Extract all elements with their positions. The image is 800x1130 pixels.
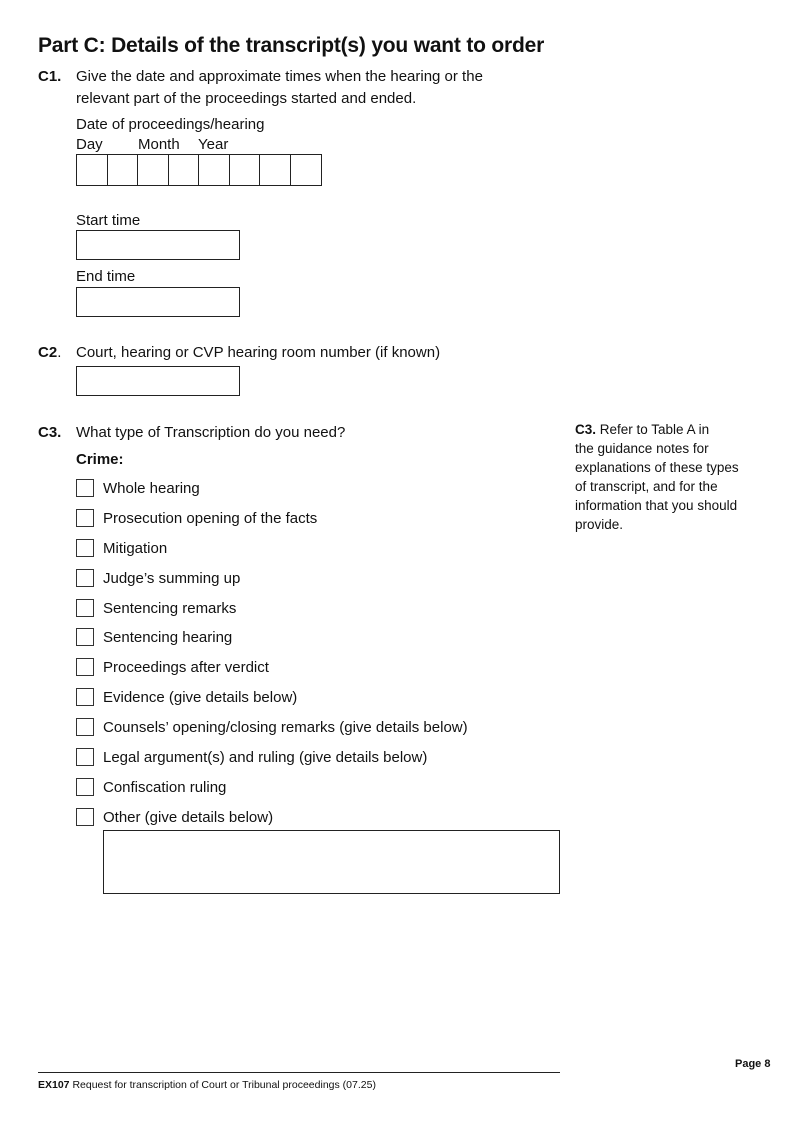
checkbox[interactable] [76, 658, 94, 676]
checkbox[interactable] [76, 718, 94, 736]
c2-question: Court, hearing or CVP hearing room number (if known) [76, 344, 441, 361]
start-time-input[interactable] [76, 230, 240, 260]
option-label: Sentencing hearing [103, 628, 233, 646]
c3-guidance-note [575, 420, 775, 534]
option-mitigation[interactable] [76, 538, 167, 558]
date-label: Date of proceedings/hearing [76, 116, 265, 133]
year-digit-1-input[interactable] [199, 155, 230, 185]
option-label: Legal argument(s) and ruling (give details below) [103, 748, 428, 766]
c2-number-dot: . [57, 344, 62, 361]
note-line1: Refer to Table A in [596, 422, 710, 437]
option-label: Proceedings after verdict [103, 658, 269, 676]
option-proceedings-after-verdict[interactable] [76, 657, 269, 677]
checkbox[interactable] [76, 539, 94, 557]
c1-question [76, 66, 483, 110]
checkbox[interactable] [76, 688, 94, 706]
checkbox[interactable] [76, 778, 94, 796]
note-line3: explanations of these types [575, 460, 739, 475]
footer-divider [38, 1072, 560, 1073]
option-legal-argument[interactable] [76, 747, 427, 767]
year-digit-3-input[interactable] [260, 155, 291, 185]
footer-text [38, 1079, 376, 1091]
checkbox[interactable] [76, 479, 94, 497]
month-digit-2-input[interactable] [169, 155, 200, 185]
form-title: Request for transcription of Court or Tribunal proceedings (07.25) [69, 1079, 376, 1091]
option-label: Evidence (give details below) [103, 688, 298, 706]
checkbox[interactable] [76, 808, 94, 826]
option-sentencing-remarks[interactable] [76, 598, 236, 618]
day-label: Day [76, 136, 103, 153]
form-code: EX107 [38, 1079, 70, 1091]
c1-number: C1. [38, 68, 62, 85]
room-number-input[interactable] [76, 366, 240, 396]
option-label: Mitigation [103, 539, 168, 557]
checkbox[interactable] [76, 628, 94, 646]
page-title: Part C: Details of the transcript(s) you want to order [38, 34, 545, 57]
month-label: Month [138, 136, 180, 153]
note-line5: information that you should [575, 498, 738, 513]
note-line4: of transcript, and for the [575, 479, 718, 494]
option-label: Prosecution opening of the facts [103, 509, 318, 527]
option-counsels-remarks[interactable] [76, 717, 468, 737]
note-ref: C3. [575, 422, 597, 437]
checkbox[interactable] [76, 748, 94, 766]
day-digit-1-input[interactable] [77, 155, 108, 185]
option-label: Sentencing remarks [103, 599, 237, 617]
option-evidence[interactable] [76, 687, 297, 707]
c3-question: What type of Transcription do you need? [76, 424, 346, 441]
c2-number-text: C2 [38, 344, 58, 361]
option-sentencing-hearing[interactable] [76, 627, 232, 647]
day-digit-2-input[interactable] [108, 155, 139, 185]
start-time-label: Start time [76, 212, 141, 229]
date-input-group [76, 154, 322, 186]
option-label: Judge’s summing up [103, 569, 241, 587]
month-digit-1-input[interactable] [138, 155, 169, 185]
end-time-input[interactable] [76, 287, 240, 317]
other-details-textarea[interactable] [103, 830, 560, 894]
c1-question-line2: relevant part of the proceedings started and ended. [76, 90, 417, 107]
checkbox[interactable] [76, 509, 94, 527]
checkbox[interactable] [76, 599, 94, 617]
year-label: Year [198, 136, 229, 153]
c3-number: C3. [38, 424, 62, 441]
c1-question-line1: Give the date and approximate times when the hearing or the [76, 68, 483, 85]
year-digit-4-input[interactable] [291, 155, 322, 185]
option-label: Whole hearing [103, 479, 200, 497]
option-confiscation-ruling[interactable] [76, 777, 226, 797]
option-whole-hearing[interactable] [76, 478, 200, 498]
option-label: Confiscation ruling [103, 778, 227, 796]
checkbox[interactable] [76, 569, 94, 587]
crime-label: Crime: [76, 451, 124, 468]
option-prosecution-opening[interactable] [76, 508, 317, 528]
option-label: Other (give details below) [103, 808, 274, 826]
option-judges-summing-up[interactable] [76, 568, 240, 588]
option-other[interactable] [76, 807, 273, 827]
note-line2: the guidance notes for [575, 441, 709, 456]
c2-number [38, 344, 61, 361]
end-time-label: End time [76, 268, 136, 285]
option-label: Counsels’ opening/closing remarks (give details below) [103, 718, 468, 736]
year-digit-2-input[interactable] [230, 155, 261, 185]
page-number: Page 8 [735, 1058, 771, 1070]
note-line6: provide. [575, 517, 624, 532]
